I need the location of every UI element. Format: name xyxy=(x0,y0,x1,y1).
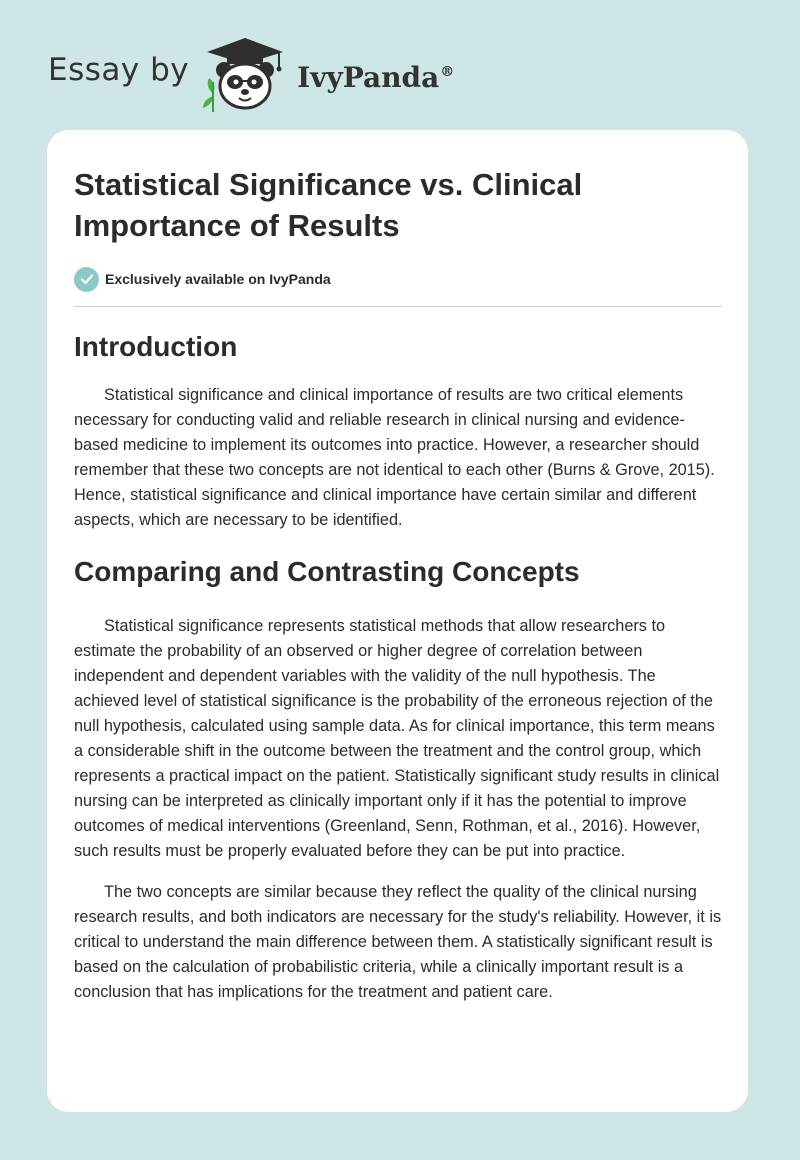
section-heading-comparing: Comparing and Contrasting Concepts xyxy=(74,556,580,587)
paragraph: Statistical significance represents statistical methods that allow researchers to estimate the probability of an observed or higher degree of correlation between independent and dependent variables with the validity of the null hypothesis. The achieved level of statistical significance is the probability of the erroneous rejection of the null hypothesis, calculated using sample data. As for clinical importance, this term means a considerable shift in the outcome between the treatment and the control group, which represents a practical impact on the patient. Statistically significant study results in clinical nursing can be interpreted as clinically important only if it has the potential to improve outcomes of medical interventions (Greenland, Senn, Rothman, et al., 2016). However, such results must be properly evaluated before they can be put into practice. xyxy=(74,617,720,860)
site-brand[interactable] xyxy=(48,34,454,114)
paragraph: The two concepts are similar because they reflect the quality of the clinical nursing research results, and both indicators are necessary for the study's reliability. However, it is critical to understand the main difference between them. A statistically significant result is based on the calculation of probabilistic criteria, while a clinically important result is a conclusion that has implications for the treatment and patient care. xyxy=(74,883,722,1001)
exclusive-badge xyxy=(74,266,722,292)
section-heading-introduction: Introduction xyxy=(74,331,238,362)
essay-card xyxy=(47,130,748,1112)
checkmark-icon xyxy=(74,267,99,292)
title-divider xyxy=(74,306,722,307)
brand-name: IvyPanda® xyxy=(297,60,455,94)
badge-text: Exclusively available on IvyPanda xyxy=(105,271,331,287)
essay-content xyxy=(74,164,722,1005)
brand-prefix: Essay by xyxy=(48,52,190,88)
paragraph: Statistical significance and clinical importance of results are two critical elements necessary for conducting valid and reliable research in clinical nursing and evidence-based medicine to implement its outcomes into practice. However, a researcher should remember that these two concepts are not identical to each other (Burns & Grove, 2015). Hence, statistical significance and clinical importance have certain similar and different aspects, which are necessary to be identified. xyxy=(74,386,715,529)
essay-title: Statistical Significance vs. Clinical Importance of Results xyxy=(74,167,583,243)
panda-mascot-icon xyxy=(199,34,291,114)
